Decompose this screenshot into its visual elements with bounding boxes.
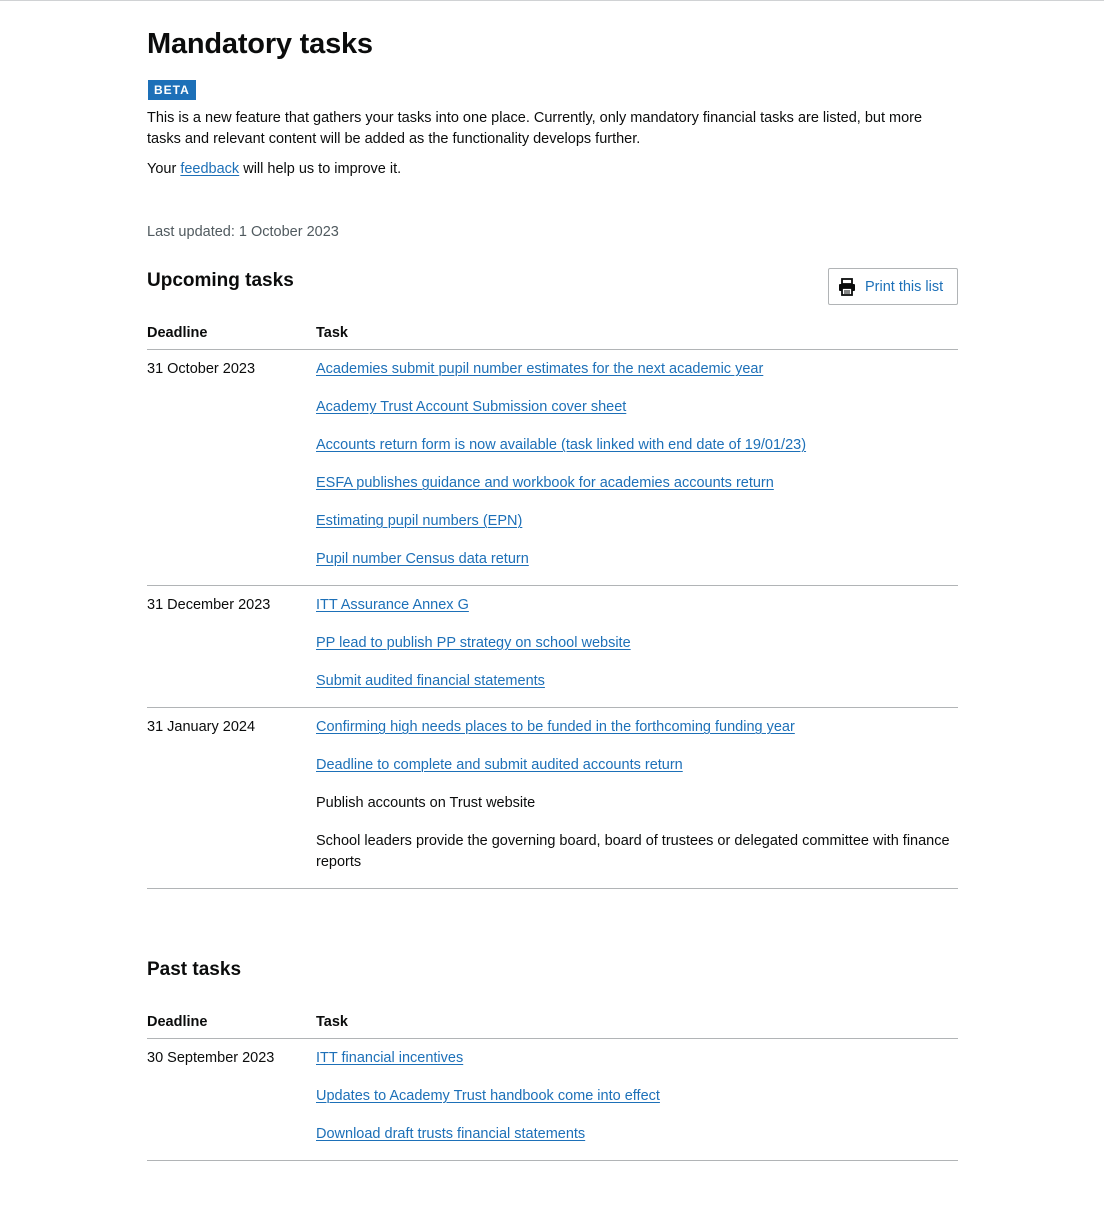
- task-item: [316, 633, 958, 654]
- past-tasks-table: [147, 1008, 958, 1161]
- task-item: [316, 717, 958, 738]
- task-link[interactable]: Pupil number Census data return: [316, 551, 529, 567]
- tasks-cell: [316, 1039, 958, 1161]
- print-list-button[interactable]: [828, 268, 958, 305]
- deadline-cell: 31 January 2024: [147, 708, 316, 889]
- last-updated: Last updated: 1 October 2023: [147, 224, 339, 240]
- task-item: [316, 1086, 958, 1107]
- task-item: [316, 473, 958, 494]
- upcoming-tasks-heading: Upcoming tasks: [147, 270, 294, 291]
- task-item: [316, 1048, 958, 1069]
- printer-icon: [837, 277, 857, 297]
- feedback-link[interactable]: feedback: [180, 161, 240, 177]
- feedback-prefix: Your: [147, 161, 181, 177]
- beta-tag: BETA: [148, 80, 196, 100]
- task-link[interactable]: Download draft trusts financial statements: [316, 1126, 586, 1142]
- task-item: [316, 671, 958, 692]
- task-link[interactable]: Academies submit pupil number estimates for the next academic year: [316, 361, 764, 377]
- task-link[interactable]: ITT Assurance Annex G: [316, 597, 469, 613]
- feedback-line: [147, 159, 401, 180]
- task-text: Publish accounts on Trust website: [316, 795, 536, 811]
- task-item: [316, 397, 958, 418]
- deadline-cell: 30 September 2023: [147, 1039, 316, 1161]
- task-group-row: [147, 708, 958, 889]
- task-item: [316, 755, 958, 776]
- task-link[interactable]: Confirming high needs places to be funded in the forthcoming funding year: [316, 719, 795, 735]
- print-list-label: Print this list: [865, 278, 944, 295]
- task-item: [316, 831, 958, 873]
- task-link[interactable]: ITT financial incentives: [316, 1050, 464, 1066]
- intro-text: This is a new feature that gathers your tasks into one place. Currently, only mandatory financial tasks are listed, but more tasks and relevant content will be added as the functionality develops further.: [147, 110, 923, 147]
- column-header-task: Task: [316, 319, 958, 350]
- past-tasks-heading: Past tasks: [147, 959, 242, 980]
- upcoming-tasks-table: [147, 319, 958, 889]
- task-text: School leaders provide the governing board, board of trustees or delegated committee with finance reports: [316, 833, 950, 870]
- column-header-deadline: Deadline: [147, 1008, 316, 1039]
- tasks-cell: [316, 350, 958, 586]
- task-link[interactable]: Submit audited financial statements: [316, 673, 545, 689]
- task-link[interactable]: PP lead to publish PP strategy on school website: [316, 635, 631, 651]
- deadline-cell: 31 December 2023: [147, 586, 316, 708]
- task-item: [316, 793, 958, 814]
- task-link[interactable]: Academy Trust Account Submission cover sheet: [316, 399, 627, 415]
- task-item: [316, 549, 958, 570]
- task-item: [316, 511, 958, 532]
- tasks-cell: [316, 586, 958, 708]
- column-header-deadline: Deadline: [147, 319, 316, 350]
- task-item: [316, 359, 958, 380]
- task-item: [316, 435, 958, 456]
- task-item: [316, 595, 958, 616]
- tasks-cell: [316, 708, 958, 889]
- task-link[interactable]: ESFA publishes guidance and workbook for academies accounts return: [316, 475, 774, 491]
- page-title: Mandatory tasks: [147, 28, 373, 60]
- task-group-row: [147, 350, 958, 586]
- task-group-row: [147, 586, 958, 708]
- task-link[interactable]: Deadline to complete and submit audited accounts return: [316, 757, 683, 773]
- task-link[interactable]: Updates to Academy Trust handbook come into effect: [316, 1088, 660, 1104]
- deadline-cell: 31 October 2023: [147, 350, 316, 586]
- feedback-suffix: will help us to improve it.: [239, 161, 402, 177]
- column-header-task: Task: [316, 1008, 958, 1039]
- task-link[interactable]: Accounts return form is now available (task linked with end date of 19/01/23): [316, 437, 807, 453]
- task-group-row: [147, 1039, 958, 1161]
- task-link[interactable]: Estimating pupil numbers (EPN): [316, 513, 523, 529]
- task-item: [316, 1124, 958, 1145]
